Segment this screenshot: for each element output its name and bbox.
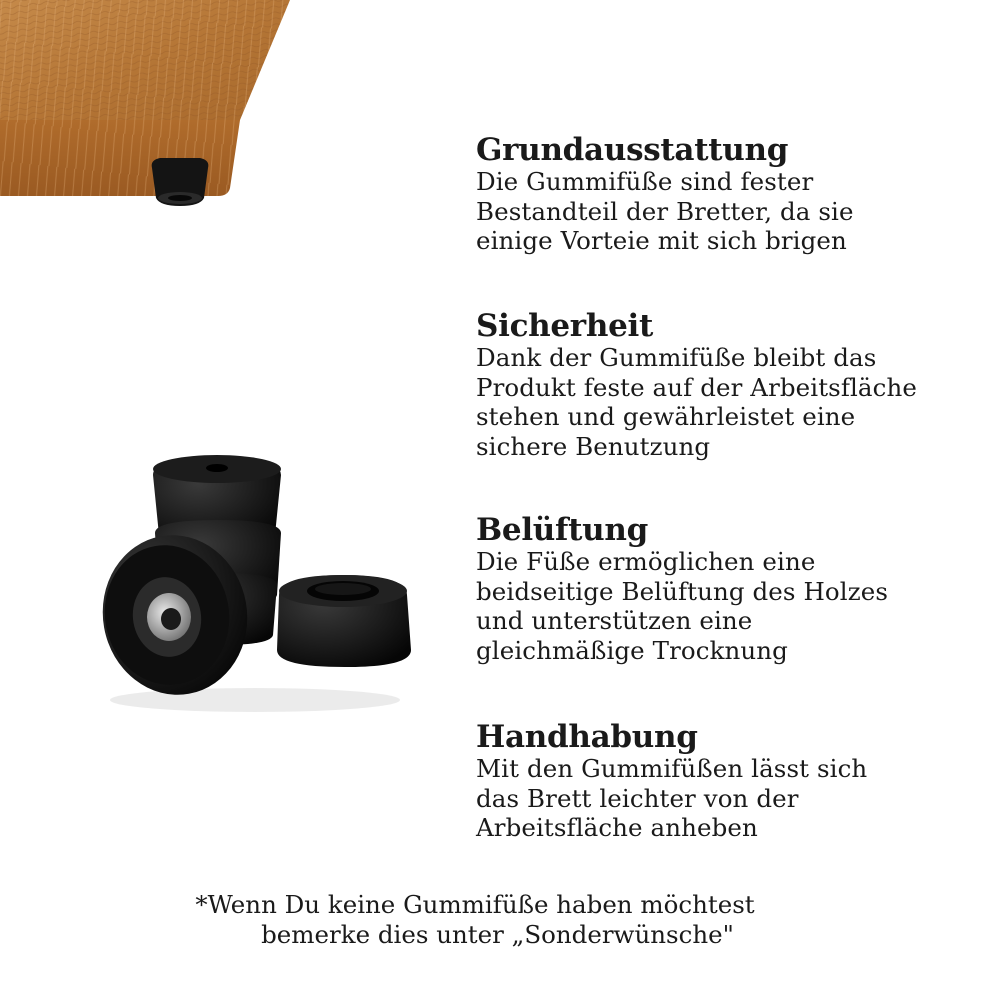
- feature-title: Belüftung: [476, 512, 648, 548]
- footnote: [150, 890, 800, 950]
- feature-line: das Brett leichter von der: [476, 783, 799, 813]
- feature-title: Sicherheit: [476, 308, 653, 344]
- feature-line: Produkt feste auf der Arbeitsfläche: [476, 372, 917, 402]
- feature-line: Arbeitsfläche anheben: [476, 813, 758, 842]
- feature-line: beidseitige Belüftung des Holzes: [476, 576, 888, 606]
- feature-line: Dank der Gummifüße bleibt das: [476, 343, 877, 372]
- feature-line: Bestandteil der Bretter, da sie: [476, 196, 854, 226]
- rubber-foot-upright-icon: [277, 575, 411, 667]
- feature-line: Die Füße ermöglichen eine: [476, 547, 816, 576]
- feature-title: Handhabung: [476, 719, 698, 755]
- rubber-feet-image: [95, 445, 420, 720]
- feature-grundausstattung: [476, 133, 981, 256]
- feature-line: stehen und gewährleistet eine: [476, 402, 856, 431]
- feature-line: und unterstützen eine: [476, 606, 753, 635]
- rubber-foot-icon: [152, 158, 209, 206]
- board-with-foot-image: [0, 0, 300, 215]
- footnote-line-1: *Wenn Du keine Gummifüße haben möchtest: [195, 890, 755, 919]
- feature-belueftung: [476, 513, 981, 665]
- feature-sicherheit: [476, 309, 981, 461]
- feature-title: Grundausstattung: [476, 132, 789, 168]
- feature-line: Die Gummifüße sind fester: [476, 167, 814, 196]
- feature-line: gleichmäßige Trocknung: [476, 635, 788, 665]
- feature-line: sichere Benutzung: [476, 431, 711, 461]
- feature-line: einige Vorteie mit sich brigen: [476, 226, 847, 255]
- footnote-line-2: bemerke dies unter „Sonderwünsche": [261, 920, 734, 949]
- feature-line: Mit den Gummifüßen lässt sich: [476, 754, 868, 783]
- feature-handhabung: [476, 720, 981, 843]
